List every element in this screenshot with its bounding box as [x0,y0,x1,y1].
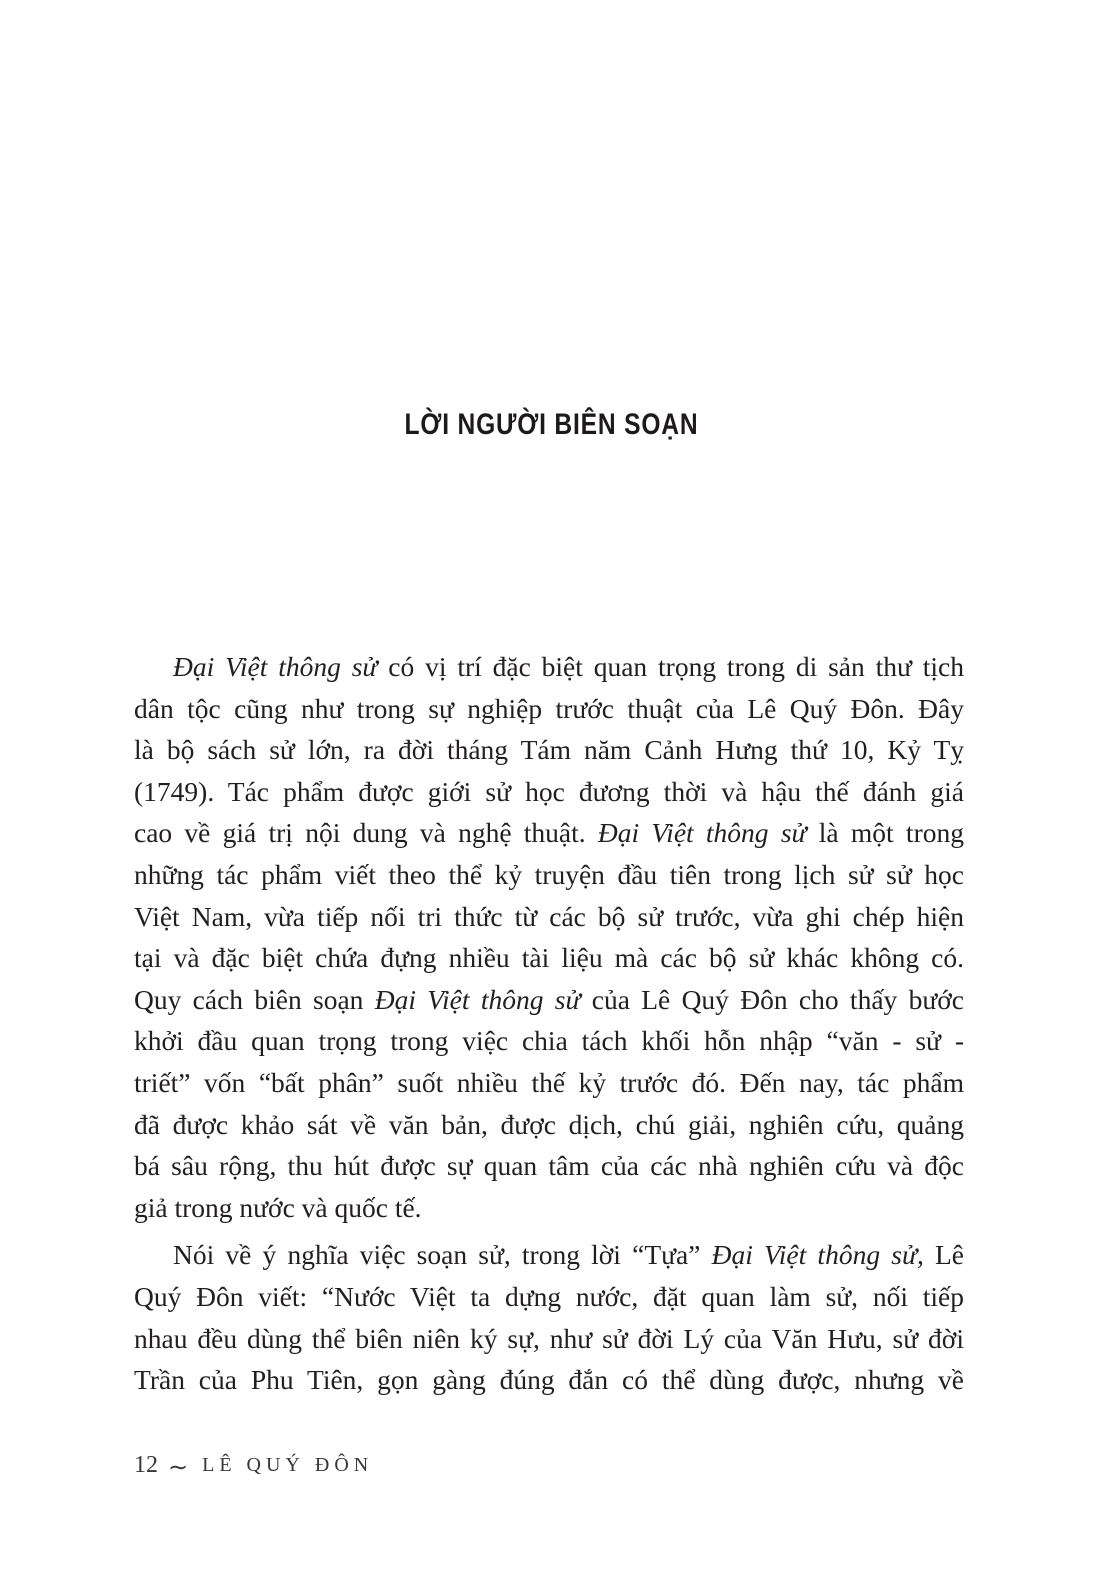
text-line: giả trong nước và quốc tế. [134,1191,422,1223]
tilde-separator-icon: ∼ [168,1455,189,1481]
text-line: Việt Nam, vừa tiếp nối tri thức từ các bộ sử trước, vừa ghi chép hiện [134,900,964,932]
text-line: dân tộc cũng như trong sự nghiệp trước thuật của Lê Quý Đôn. Đây [134,692,964,724]
book-title-italic: Đại Việt thông sử [173,651,378,682]
book-title-italic: Đại Việt thông sử [374,983,581,1015]
text-line: Nói về ý nghĩa việc soạn sử, trong lời “Tựa” Đại Việt thông sử, Lê [173,1239,964,1271]
text-line: Quy cách biên soạn Đại Việt thông sử của Lê Quý Đôn cho thấy bước [134,983,964,1015]
text-line: Đại Việt thông sử có vị trí đặc biệt quan trọng trong di sản thư tịch [173,651,964,682]
text-line: (1749). Tác phẩm được giới sử học đương thời và hậu thế đánh giá [134,775,964,807]
text-line: triết” vốn “bất phân” suốt nhiều thế kỷ trước đó. Đến nay, tác phẩm [134,1066,964,1098]
text-line: cao về giá trị nội dung và nghệ thuật. Đại Việt thông sử là một trong [134,817,964,849]
page-number: 12 [134,1452,158,1478]
text-line: đã được khảo sát về văn bản, được dịch, chú giải, nghiên cứu, quảng [134,1108,964,1140]
text-line: khởi đầu quan trọng trong việc chia tách khối hỗn nhập “văn - sử - [134,1025,964,1057]
book-title-italic: Đại Việt thông sử [711,1239,917,1271]
page-title: LỜI NGƯỜI BIÊN SOẠN [404,408,699,442]
text-line: là bộ sách sử lớn, ra đời tháng Tám năm Cảnh Hưng thứ 10, Kỷ Tỵ [134,734,964,766]
body-text [134,646,964,1401]
text-line: Trần của Phu Tiên, gọn gàng đúng đắn có thể dùng được, nhưng về [134,1364,964,1396]
text-line: những tác phẩm viết theo thể kỷ truyện đầu tiên trong lịch sử sử học [134,858,964,890]
text-line: bá sâu rộng, thu hút được sự quan tâm của các nhà nghiên cứu và độc [134,1150,964,1182]
text-line: tại và đặc biệt chứa đựng nhiều tài liệu mà các bộ sử khác không có. [134,942,964,974]
text-line: nhau đều dùng thể biên niên ký sự, như sử đời Lý của Văn Hưu, sử đời [134,1322,964,1354]
text-line: Quý Đôn viết: “Nước Việt ta dựng nước, đặt quan làm sử, nối tiếp [134,1280,964,1312]
book-title-italic: Đại Việt thông sử [597,817,807,849]
page-footer [134,1451,373,1480]
running-header-author: LÊ QUÝ ĐÔN [202,1454,374,1476]
